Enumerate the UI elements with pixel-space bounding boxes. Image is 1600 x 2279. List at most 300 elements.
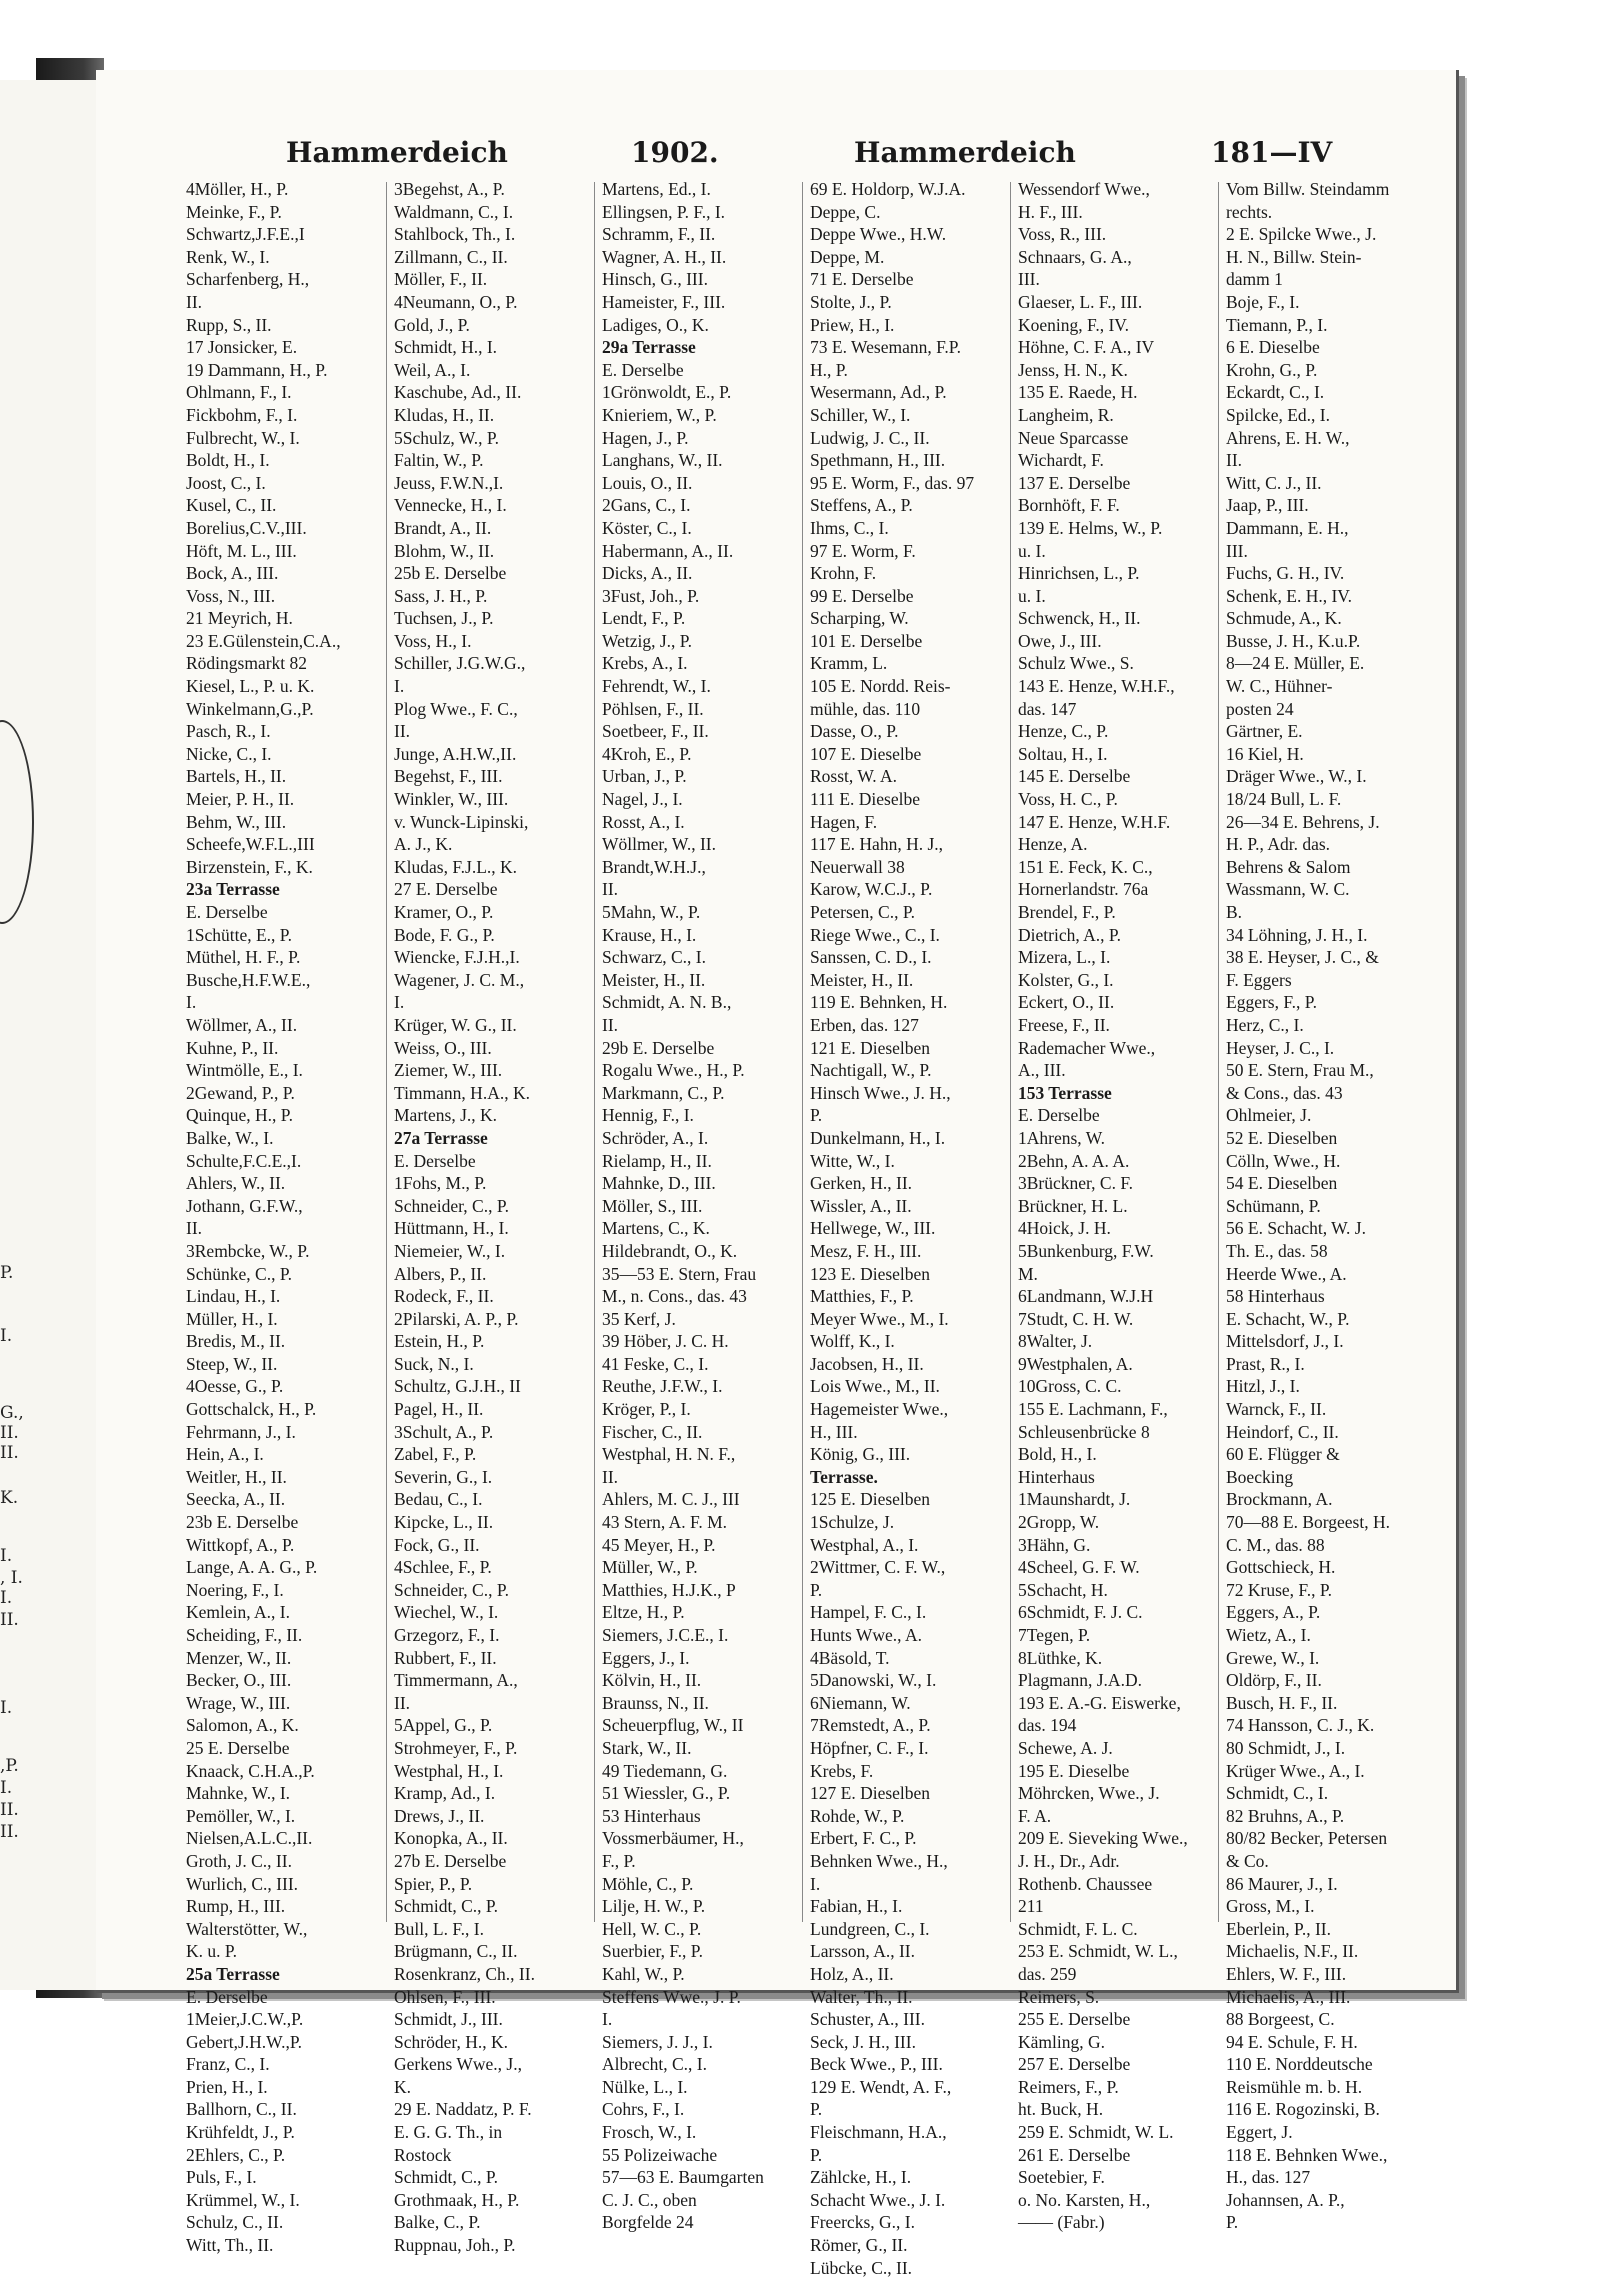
directory-entry: 9Westphalen, A. xyxy=(1018,1353,1133,1374)
directory-entry: Bock, A., III. xyxy=(186,563,279,584)
directory-entry: Wagener, J. C. M., xyxy=(394,969,525,990)
directory-entry: Gebert,J.H.W.,P. xyxy=(186,2031,303,2052)
directory-entry: 6Niemann, W. xyxy=(810,1692,911,1713)
directory-entry: Zabel, F., P. xyxy=(394,1444,477,1465)
directory-entry: 29a Terrasse xyxy=(602,337,696,358)
directory-entry: Gross, M., I. xyxy=(1226,1896,1315,1917)
directory-entry: 88 Borgeest, C. xyxy=(1226,2009,1335,2030)
directory-entry: Fehrendt, W., I. xyxy=(602,676,711,697)
directory-entry: Bartels, H., II. xyxy=(186,766,287,787)
directory-entry: Martens, C., K. xyxy=(602,1218,710,1239)
directory-entry: Cohrs, F., I. xyxy=(602,2099,685,2120)
directory-entry: 18/24 Bull, L. F. xyxy=(1226,789,1342,810)
directory-entry: 38 E. Heyser, J. C., & xyxy=(1226,947,1379,968)
directory-entry: Dicks, A., II. xyxy=(602,563,693,584)
directory-entry: Römer, G., II. xyxy=(810,2235,908,2256)
directory-entry: Krause, H., I. xyxy=(602,924,697,945)
directory-entry: Schnaars, G. A., xyxy=(1018,246,1132,267)
directory-entry: III. xyxy=(1018,269,1040,290)
directory-entry: 29 E. Naddatz, P. F. xyxy=(394,2099,532,2120)
directory-entry: 147 E. Henze, W.H.F. xyxy=(1018,811,1171,832)
directory-entry: 41 Feske, C., I. xyxy=(602,1353,709,1374)
directory-entry: Höpfner, C. F., I. xyxy=(810,1737,929,1758)
directory-entry: Eggers, F., P. xyxy=(1226,992,1317,1013)
directory-entry: Müthel, H. F., P. xyxy=(186,947,301,968)
directory-entry: 23a Terrasse xyxy=(186,879,280,900)
directory-entry: Krohn, F. xyxy=(810,563,877,584)
directory-entry: posten 24 xyxy=(1226,698,1294,719)
directory-entry: Priew, H., I. xyxy=(810,314,895,335)
directory-entry: Fabian, H., I. xyxy=(810,1896,903,1917)
directory-entry: 137 E. Derselbe xyxy=(1018,472,1131,493)
directory-entry: 117 E. Hahn, H. J., xyxy=(810,834,944,855)
directory-entry: Ruppnau, Joh., P. xyxy=(394,2235,516,2256)
directory-entry: 145 E. Derselbe xyxy=(1018,766,1131,787)
directory-entry: 5Bunkenburg, F.W. xyxy=(1018,1240,1154,1261)
directory-entry: Brendel, F., P. xyxy=(1018,902,1116,922)
directory-entry: Langhans, W., II. xyxy=(602,450,723,471)
directory-entry: Schwarz, C., I. xyxy=(602,947,707,968)
directory-entry: M., n. Cons., das. 43 xyxy=(602,1286,747,1307)
directory-entry: Möhrcken, Wwe., J. xyxy=(1018,1783,1160,1804)
directory-entry: Kemlein, A., I. xyxy=(186,1602,291,1623)
directory-entry: Borgfelde 24 xyxy=(602,2212,694,2233)
directory-entry: E. Schacht, W., P. xyxy=(1226,1308,1350,1329)
directory-entry: Rubbert, F., II. xyxy=(394,1647,497,1668)
directory-entry: 58 Hinterhaus xyxy=(1226,1286,1325,1307)
directory-entry: Höhne, C. F. A., IV xyxy=(1018,337,1155,358)
directory-entry: Busse, J. H., K.u.P. xyxy=(1226,630,1361,651)
directory-entry: F. A. xyxy=(1018,1805,1052,1826)
directory-entry: 127 E. Dieselben xyxy=(810,1783,931,1804)
directory-entry: Stark, W., II. xyxy=(602,1737,692,1758)
directory-entry: E. G. G. Th., in xyxy=(394,2122,503,2143)
directory-entry: 101 E. Derselbe xyxy=(810,630,923,651)
directory-entry: Steep, W., II. xyxy=(186,1353,278,1374)
directory-entry: 25b E. Derselbe xyxy=(394,563,507,584)
directory-entry: Spilcke, Ed., I. xyxy=(1226,404,1331,425)
directory-entry: Krüger, W. G., II. xyxy=(394,1014,517,1035)
directory-entry: Mesz, F. H., III. xyxy=(810,1240,922,1261)
directory-entry: Gold, J., P. xyxy=(394,314,470,335)
directory-entry: das. 259 xyxy=(1018,1963,1077,1984)
directory-entry: Seecka, A., II. xyxy=(186,1489,286,1510)
directory-entry: Lange, A. A. G., P. xyxy=(186,1557,318,1578)
directory-entry: Fickbohm, F., I. xyxy=(186,404,298,425)
directory-entry: E. Derselbe xyxy=(394,1150,476,1171)
directory-entry: Reuthe, J.F.W., I. xyxy=(602,1376,723,1397)
directory-entry: 5Schacht, H. xyxy=(1018,1579,1108,1600)
directory-entry: 35 Kerf, J. xyxy=(602,1308,676,1329)
directory-entry: Rogalu Wwe., H., P. xyxy=(602,1060,745,1081)
directory-columns xyxy=(186,178,1436,2278)
left-page-edge-fragment: ,P. xyxy=(0,1756,19,1776)
directory-entry: Dräger Wwe., W., I. xyxy=(1226,766,1367,787)
directory-entry: Schacht Wwe., J. I. xyxy=(810,2189,946,2210)
column-divider xyxy=(802,182,803,1922)
directory-entry: Menzer, W., II. xyxy=(186,1647,292,1668)
directory-entry: 23 E.Gülenstein,C.A., xyxy=(186,630,341,651)
directory-entry: Sanssen, C. D., I. xyxy=(810,947,932,968)
directory-entry: Ohlsen, F., III. xyxy=(394,1986,496,2007)
left-page-edge-fragment: II. xyxy=(0,1610,19,1630)
directory-entry: Stahlbock, Th., I. xyxy=(394,224,516,245)
directory-entry: Wagner, A. H., II. xyxy=(602,246,727,267)
directory-entry: Grewe, W., I. xyxy=(1226,1647,1320,1668)
directory-entry: Wolff, K., I. xyxy=(810,1331,895,1352)
directory-entry: 257 E. Derselbe xyxy=(1018,2054,1131,2075)
directory-entry: A., III. xyxy=(1018,1060,1066,1081)
directory-entry: P. xyxy=(1226,2212,1239,2233)
directory-entry: 5Mahn, W., P. xyxy=(602,902,701,922)
directory-entry: Ladiges, O., K. xyxy=(602,314,709,335)
directory-entry: H. F., III. xyxy=(1018,201,1083,222)
directory-entry: Meinke, F., P. xyxy=(186,201,282,222)
directory-entry: Steffens, A., P. xyxy=(810,495,913,516)
directory-entry: Kiesel, L., P. u. K. xyxy=(186,676,315,697)
directory-entry: Ahrens, E. H. W., xyxy=(1226,427,1350,448)
directory-entry: Rump, H., III. xyxy=(186,1896,286,1917)
directory-entry: 54 E. Dieselben xyxy=(1226,1173,1338,1194)
directory-entry: Spier, P., P. xyxy=(394,1873,473,1894)
directory-entry: Wurlich, C., III. xyxy=(186,1873,299,1894)
directory-entry: Lindau, H., I. xyxy=(186,1286,281,1307)
directory-entry: 4Schlee, F., P. xyxy=(394,1557,492,1578)
directory-entry: Behnken Wwe., H., xyxy=(810,1850,948,1871)
directory-entry: 2Wittmer, C. F. W., xyxy=(810,1557,946,1578)
directory-entry: 8—24 E. Müller, E. xyxy=(1226,653,1365,674)
directory-entry: Stolte, J., P. xyxy=(810,291,892,312)
directory-entry: II. xyxy=(602,1014,619,1035)
directory-entry: Wessendorf Wwe., xyxy=(1018,179,1150,199)
directory-entry: Gerken, H., II. xyxy=(810,1173,913,1194)
directory-entry: Schewe, A. J. xyxy=(1018,1737,1113,1758)
directory-entry: Vossmerbäumer, H., xyxy=(602,1828,744,1849)
directory-entry: 7Tegen, P. xyxy=(1018,1625,1091,1645)
directory-entry: 52 E. Dieselben xyxy=(1226,1127,1338,1148)
directory-entry: Gottschalck, H., P. xyxy=(186,1399,317,1420)
directory-entry: Kuhne, P., II. xyxy=(186,1037,279,1058)
directory-entry: Matthies, H.J.K., P xyxy=(602,1579,736,1600)
directory-entry: Martens, Ed., I. xyxy=(602,179,711,199)
directory-entry: Kröger, P., I. xyxy=(602,1399,691,1420)
directory-entry: 1Maunshardt, J. xyxy=(1018,1489,1131,1510)
directory-entry: Ohlmeier, J. xyxy=(1226,1105,1312,1126)
directory-entry: 2Gewand, P., P. xyxy=(186,1082,295,1103)
directory-entry: 1Ahrens, W. xyxy=(1018,1127,1106,1148)
directory-entry: Meier, P. H., II. xyxy=(186,789,295,810)
directory-entry: Neue Sparcasse xyxy=(1018,427,1129,448)
directory-entry: Schulz, C., II. xyxy=(186,2212,284,2233)
directory-entry: Joost, C., I. xyxy=(186,472,266,493)
directory-entry: Kämling, G. xyxy=(1018,2031,1106,2052)
directory-entry: Timmermann, A., xyxy=(394,1670,518,1691)
directory-entry: Köster, C., I. xyxy=(602,517,692,538)
directory-entry: Deppe, M. xyxy=(810,246,885,267)
left-page-edge-fragment: I. xyxy=(0,1326,13,1346)
directory-entry: Prien, H., I. xyxy=(186,2076,268,2097)
directory-entry: Braunss, N., II. xyxy=(602,1692,709,1713)
directory-entry: Soltau, H., I. xyxy=(1018,743,1108,764)
directory-entry: Bedau, C., I. xyxy=(394,1489,483,1510)
left-page-circle-mark xyxy=(0,720,34,924)
directory-entry: Westphal, H. N. F., xyxy=(602,1444,736,1465)
directory-entry: 121 E. Dieselben xyxy=(810,1037,931,1058)
directory-entry: Schmude, A., K. xyxy=(1226,608,1342,629)
directory-entry: Pemöller, W., I. xyxy=(186,1805,296,1826)
directory-entry: 2Gropp, W. xyxy=(1018,1512,1100,1533)
directory-entry: Soetbeer, F., II. xyxy=(602,721,709,742)
directory-entry: Borelius,C.V.,III. xyxy=(186,517,307,538)
directory-entry: Krebs, F. xyxy=(810,1760,874,1781)
directory-entry: Herz, C., I. xyxy=(1226,1014,1304,1035)
directory-entry: 2Pilarski, A. P., P. xyxy=(394,1308,519,1329)
directory-entry: Bold, H., I. xyxy=(1018,1444,1097,1465)
directory-entry: Bull, L. F., I. xyxy=(394,1918,484,1939)
directory-entry: 193 E. A.-G. Eiswerke, xyxy=(1018,1692,1181,1713)
directory-entry: Brügmann, C., II. xyxy=(394,1941,518,1962)
left-page-edge xyxy=(0,80,98,1990)
directory-entry: Fock, G., II. xyxy=(394,1534,480,1555)
directory-entry: I. xyxy=(810,1873,821,1894)
directory-entry: Hameister, F., III. xyxy=(602,291,726,312)
directory-entry: Schröder, A., I. xyxy=(602,1127,709,1148)
directory-entry: 70—88 E. Borgeest, H. xyxy=(1226,1512,1390,1533)
directory-entry: P. xyxy=(810,2099,823,2120)
directory-entry: Walterstötter, W., xyxy=(186,1918,308,1939)
directory-entry: 49 Tiedemann, G. xyxy=(602,1760,728,1781)
directory-entry: Schenk, E. H., IV. xyxy=(1226,585,1353,606)
directory-entry: Soetebier, F. xyxy=(1018,2167,1105,2188)
directory-entry: Rielamp, H., II. xyxy=(602,1150,712,1171)
directory-entry: C. M., das. 88 xyxy=(1226,1534,1325,1555)
directory-entry: Mizera, L., I. xyxy=(1018,947,1111,968)
directory-entry: 261 E. Derselbe xyxy=(1018,2144,1131,2165)
directory-entry: 29b E. Derselbe xyxy=(602,1037,715,1058)
header-right-street: Hammerdeich xyxy=(854,136,1076,169)
directory-entry: Markmann, C., P. xyxy=(602,1082,725,1103)
directory-entry: Eggert, J. xyxy=(1226,2122,1293,2143)
directory-entry: Schröder, H., K. xyxy=(394,2031,508,2052)
directory-entry: II. xyxy=(602,879,619,900)
directory-entry: Th. E., das. 58 xyxy=(1226,1240,1328,1261)
directory-column-5 xyxy=(1018,178,1210,2233)
directory-entry: Suck, N., I. xyxy=(394,1353,474,1374)
directory-entry: Hennig, F., I. xyxy=(602,1105,694,1126)
column-divider xyxy=(594,182,595,1922)
directory-entry: 151 E. Feck, K. C., xyxy=(1018,856,1153,877)
directory-entry: 7Remstedt, A., P. xyxy=(810,1715,931,1736)
directory-entry: 259 E. Schmidt, W. L. xyxy=(1018,2122,1174,2143)
directory-entry: 16 Kiel, H. xyxy=(1226,743,1304,764)
directory-entry: Nielsen,A.L.C.,II. xyxy=(186,1828,313,1849)
directory-entry: Sass, J. H., P. xyxy=(394,585,488,606)
directory-entry: Hunts Wwe., A. xyxy=(810,1625,922,1645)
directory-entry: Franz, C., I. xyxy=(186,2054,270,2075)
directory-entry: Suerbier, F., P. xyxy=(602,1941,703,1962)
directory-entry: 105 E. Nordd. Reis- xyxy=(810,676,951,697)
directory-entry: 73 E. Wesemann, F.P. xyxy=(810,337,961,358)
directory-entry: Schultz, G.J.H., II xyxy=(394,1376,521,1397)
directory-entry: K. xyxy=(394,2076,412,2097)
directory-entry: 23b E. Derselbe xyxy=(186,1512,299,1533)
directory-entry: Brockmann, A. xyxy=(1226,1489,1333,1510)
directory-entry: 25a Terrasse xyxy=(186,1963,280,1984)
directory-entry: 125 E. Dieselben xyxy=(810,1489,931,1510)
directory-entry: 6 E. Dieselbe xyxy=(1226,337,1320,358)
directory-entry: Ellingsen, P. F., I. xyxy=(602,201,726,222)
directory-entry: Johannsen, A. P., xyxy=(1226,2189,1345,2210)
directory-entry: Vom Billw. Steindamm xyxy=(1226,179,1390,199)
directory-entry: Hagen, J., P. xyxy=(602,427,689,448)
directory-entry: Salomon, A., K. xyxy=(186,1715,299,1736)
column-divider xyxy=(1010,182,1011,1922)
directory-column-4 xyxy=(810,178,1002,2278)
directory-entry: 99 E. Derselbe xyxy=(810,585,914,606)
directory-entry: Fischer, C., II. xyxy=(602,1421,703,1442)
directory-entry: Grothmaak, H., P. xyxy=(394,2189,520,2210)
directory-entry: Michaelis, A., III. xyxy=(1226,1986,1351,2007)
directory-entry: J. H., Dr., Adr. xyxy=(1018,1850,1120,1871)
directory-entry: Boldt, H., I. xyxy=(186,450,270,471)
directory-entry: Schmidt, H., I. xyxy=(394,337,498,358)
directory-entry: Meyer Wwe., M., I. xyxy=(810,1308,949,1329)
directory-entry: Hampel, F. C., I. xyxy=(810,1602,927,1623)
directory-entry: Henze, C., P. xyxy=(1018,721,1109,742)
directory-entry: Schümann, P. xyxy=(1226,1195,1321,1216)
directory-entry: Schiller, J.G.W.G., xyxy=(394,653,526,674)
directory-entry: Ohlmann, F., I. xyxy=(186,382,292,403)
directory-entry: Bredis, M., II. xyxy=(186,1331,286,1352)
directory-entry: Schneider, C., P. xyxy=(394,1579,509,1600)
directory-entry: Winkelmann,G.,P. xyxy=(186,698,314,719)
directory-entry: 1Grönwoldt, E., P. xyxy=(602,382,732,403)
header-left-street: Hammerdeich xyxy=(286,136,508,169)
directory-entry: 3Fust, Joh., P. xyxy=(602,585,700,606)
directory-entry: Wissler, A., II. xyxy=(810,1195,912,1216)
directory-entry: Strohmeyer, F., P. xyxy=(394,1737,518,1758)
header-year: 1902. xyxy=(631,136,719,169)
directory-entry: Blohm, W., II. xyxy=(394,540,495,561)
directory-entry: Witte, W., I. xyxy=(810,1150,895,1171)
directory-entry: Jenss, H. N., K. xyxy=(1018,359,1128,380)
page-header xyxy=(96,136,1456,180)
directory-entry: Scheefe,W.F.L.,III xyxy=(186,834,315,855)
directory-entry: Birzenstein, F., K. xyxy=(186,856,313,877)
directory-entry: Dammann, E. H., xyxy=(1226,517,1349,538)
directory-entry: Begehst, F., III. xyxy=(394,766,503,787)
directory-entry: 17 Jonsicker, E. xyxy=(186,337,298,358)
directory-entry: 43 Stern, A. F. M. xyxy=(602,1512,728,1533)
directory-entry: Eggers, A., P. xyxy=(1226,1602,1321,1623)
directory-entry: Warnck, F., II. xyxy=(1226,1399,1327,1420)
directory-entry: Möhle, C., P. xyxy=(602,1873,694,1894)
directory-entry: Voss, R., III. xyxy=(1018,224,1107,245)
directory-entry: Wassmann, W. C. xyxy=(1226,879,1350,900)
directory-entry: 27a Terrasse xyxy=(394,1127,488,1148)
directory-entry: 4Neumann, O., P. xyxy=(394,291,518,312)
directory-entry: & Co. xyxy=(1226,1850,1269,1871)
directory-entry: 5Appel, G., P. xyxy=(394,1715,493,1736)
left-page-edge-fragment: I. xyxy=(0,1588,13,1608)
left-page-edge-fragment: II. xyxy=(0,1443,19,1463)
directory-entry: Lübcke, C., II. xyxy=(810,2257,913,2278)
directory-entry: Walter, Th., II. xyxy=(810,1986,913,2007)
directory-entry: 2Ehlers, C., P. xyxy=(186,2144,286,2165)
directory-entry: Plog Wwe., F. C., xyxy=(394,698,518,719)
directory-entry: Ziemer, W., III. xyxy=(394,1060,503,1081)
directory-entry: 4Hoick, J. H. xyxy=(1018,1218,1111,1239)
directory-entry: Zählcke, H., I. xyxy=(810,2167,912,2188)
left-page-edge-fragment: I. xyxy=(0,1778,13,1798)
directory-entry: Scharfenberg, H., xyxy=(186,269,310,290)
directory-entry: Noering, F., I. xyxy=(186,1579,284,1600)
directory-column-2 xyxy=(394,178,586,2256)
left-page-edge-fragment: I. xyxy=(0,1698,13,1718)
directory-entry: Müller, H., I. xyxy=(186,1308,278,1329)
directory-entry: Mahnke, W., I. xyxy=(186,1783,291,1804)
directory-entry: Albers, P., II. xyxy=(394,1263,487,1284)
directory-entry: Voss, N., III. xyxy=(186,585,276,606)
directory-entry: Hinsch Wwe., J. H., xyxy=(810,1082,951,1103)
directory-entry: Schwenck, H., II. xyxy=(1018,608,1141,629)
directory-entry: 25 E. Derselbe xyxy=(186,1737,290,1758)
directory-entry: Brückner, H. L. xyxy=(1018,1195,1128,1216)
directory-entry: Hagemeister Wwe., xyxy=(810,1399,949,1420)
directory-entry: 80 Schmidt, J., I. xyxy=(1226,1737,1346,1758)
directory-entry: Hell, W. C., P. xyxy=(602,1918,702,1939)
directory-entry: I. xyxy=(602,2009,613,2030)
directory-entry: Tuchsen, J., P. xyxy=(394,608,494,629)
directory-entry: H. N., Billw. Stein- xyxy=(1226,246,1362,267)
directory-entry: Weiss, O., III. xyxy=(394,1037,492,1058)
directory-entry: F. Eggers xyxy=(1226,969,1292,990)
directory-entry: 116 E. Rogozinski, B. xyxy=(1226,2099,1380,2120)
directory-entry: III. xyxy=(1226,540,1248,561)
directory-entry: Groth, J. C., II. xyxy=(186,1850,292,1871)
directory-entry: Renk, W., I. xyxy=(186,246,270,267)
directory-entry: Jeuss, F.W.N.,I. xyxy=(394,472,504,493)
directory-entry: Eltze, H., P. xyxy=(602,1602,685,1623)
directory-entry: mühle, das. 110 xyxy=(810,698,921,719)
directory-entry: Wittkopf, A., P. xyxy=(186,1534,295,1555)
directory-entry: 4Bäsold, T. xyxy=(810,1647,890,1668)
directory-entry: Zillmann, C., II. xyxy=(394,246,508,267)
directory-entry: Wichardt, F. xyxy=(1018,450,1104,471)
directory-entry: Schiller, W., I. xyxy=(810,404,911,425)
directory-entry: Martens, J., K. xyxy=(394,1105,498,1126)
directory-entry: Westphal, A., I. xyxy=(810,1534,919,1555)
directory-entry: Scharping, W. xyxy=(810,608,909,629)
directory-entry: 2 E. Spilcke Wwe., J. xyxy=(1226,224,1377,245)
directory-entry: E. Derselbe xyxy=(186,1986,268,2007)
directory-entry: Hinterhaus xyxy=(1018,1466,1095,1487)
directory-entry: 3Brückner, C. F. xyxy=(1018,1173,1134,1194)
directory-entry: Krebs, A., I. xyxy=(602,653,688,674)
directory-entry: Heerde Wwe., A. xyxy=(1226,1263,1347,1284)
directory-entry: Kramer, O., P. xyxy=(394,902,494,922)
directory-entry: Freese, F., II. xyxy=(1018,1014,1110,1035)
directory-entry: Mittelsdorf, J., I. xyxy=(1226,1331,1344,1352)
left-page-edge-fragment: II. xyxy=(0,1800,19,1820)
directory-entry: Heindorf, C., II. xyxy=(1226,1421,1339,1442)
directory-entry: Vennecke, H., I. xyxy=(394,495,507,516)
directory-entry: II. xyxy=(186,1218,203,1239)
directory-entry: Junge, A.H.W.,II. xyxy=(394,743,517,764)
directory-entry: Rosst, A., I. xyxy=(602,811,685,832)
directory-entry: Rosst, W. A. xyxy=(810,766,898,787)
directory-entry: H., III. xyxy=(810,1421,858,1442)
